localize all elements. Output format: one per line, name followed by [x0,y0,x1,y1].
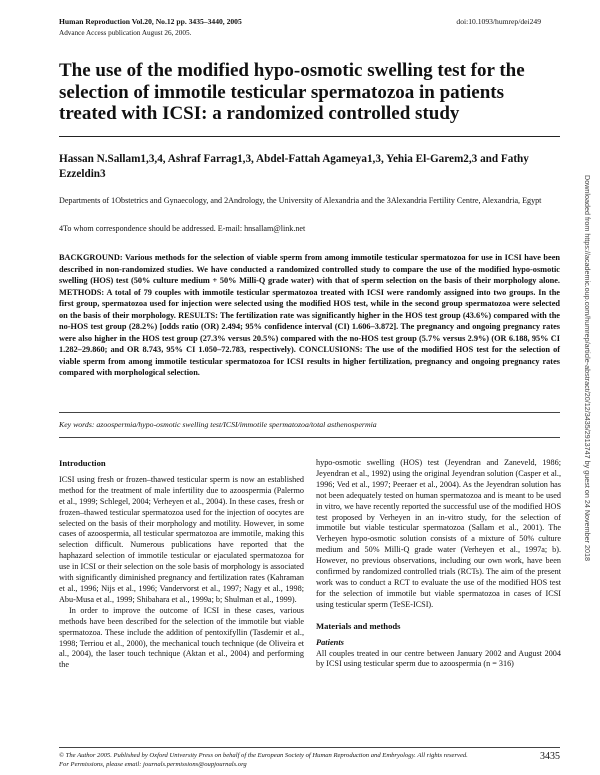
download-watermark [582,175,598,635]
copyright-line: © The Author 2005. Published by Oxford University Press on behalf of the European Society of Human Reproduction and Embryology. All rights reserved. [59,752,468,759]
permissions-line: For Permissions, please email: journals.permissions@oupjournals.org [59,760,247,768]
footer-divider [59,747,560,748]
intro-paragraph-1: ICSI using fresh or frozen–thawed testicular sperm is now an established method for the treatment of male infertility due to azoospermia (Palermo et al., 1999; Schlegel, 2004; Verheyen et al., 2004). In these cases, fresh or frozen–thawed testicular spermatozoa used for the injection of oocytes are selected on the basis of their morphology and motility. However, in some cases of azoospermia, all testicular spermatozoa are immotile, making this selection difficult. Numerous publications have reported that the haphazard selection of immotile testicular or ejaculated spermatozoa for use in ICSI or their selection on the sole basis of morphology is associated with significantly diminished pregnancy and fertilization rates (Kahraman et al., 1996; Nijs et al., 1996; Vandervorst et al., 1997; Nagy et al., 1998; Abu-Musa et al., 1999; Shibahara et al., 1999a; b; Shulman et al., 1999). [59,474,304,604]
keywords-top-divider [59,412,560,413]
keywords-bottom-divider [59,437,560,438]
intro-paragraph-2: In order to improve the outcome of ICSI in these cases, various methods have been described for the selection of the immotile but viable spermatozoa. These include the addition of pentoxifyllin (Tasdemir et al., 1998; Terriou et al., 2000), the mechanical touch technique (de Oliveira et al., 2004), the laser touch technique (Aktan et al., 2004) and performing the [59,605,304,670]
page-number: 3435 [540,751,560,762]
methods-heading: Materials and methods [316,620,401,631]
affiliations: Departments of 1Obstetrics and Gynaecology, and 2Andrology, the University of Alexandria and the 3Alexandria Fertility Centre, Alexandria, Egypt [59,196,542,205]
paper-title: The use of the modified hypo-osmotic swelling test for the selection of immotile testicular spermatozoa in patients treated with ICSI: a randomized controlled study [59,60,525,124]
abstract: BACKGROUND: Various methods for the selection of viable sperm from among immotile testicular spermatozoa for use in ICSI have been described in non-randomized studies. We have conducted a randomized controlled study to compare the use of the modified hypo-osmotic swelling (HOS) test (50% culture medium + 50% Milli-Q grade water) with that of sperm selection on the basis of their morphology alone. METHODS: A total of 79 couples with immotile testicular spermatozoa treated with ICSI were randomly assigned into two groups. In the first group, spermatozoa used for injection were selected using the modified HOS test, while in the second group spermatozoa were selected on the basis of their morphology. RESULTS: The fertilization rate was significantly higher in the HOS test group (43.6%) compared with the no-HOS test group (28.2%) [odds ratio (OR) 2.494; 95% confidence interval (CI) 1.606–3.872]. The pregnancy and ongoing pregnancy rates were also higher in the HOS test group (27.3% versus 20.5%) compared with the no-HOS test group (5.7% versus 2.9%) (OR 6.188, 95% CI 1.282–29.860; and OR 8.743, 95% CI 1.050–72.783, respectively). CONCLUSIONS: The use of the modified HOS test for the selection of viable sperm from among immotile testicular spermatozoa for ICSI results in higher fertilization, pregnancy and ongoing pregnancy rates compared with morphological selection. [59,253,560,377]
journal-citation: Human Reproduction Vol.20, No.12 pp. 3435–3440, 2005 [59,17,242,26]
left-column [59,458,304,671]
intro-paragraph-3: hypo-osmotic swelling (HOS) test (Jeyendran and Zaneveld, 1986; Jeyendran et al., 1992) using the original Jeyendran solution (Casper et al., 1996; Ved et al., 1997; Peeraer et al., 2004). As the Jeyendran solution has not been adequately tested on human spermatozoa and is meant to be used in vitro, we have recently reported the successful use of the modified HOS test proposed by Verheyen in an in-vitro study, for the selection of immotile but viable testicular spermatozoa (Sallam et al., 2001). The Verheyen hypo-osmotic solution consists of a mixture of 50% culture medium and 50% Milli-Q grade water (Verheyen et al., 1997a; b). However, no previous observations, including our own work, have been confirmed by randomized controlled trials (RCTs). The aim of the present work was to conduct a RCT to evaluate the use of the modified HOS test for the selection of immotile but viable spermatozoa in cases of ICSI using testicular sperm (TeSE-ICSI). [316,458,561,609]
advance-access-note: Advance Access publication August 26, 2005. [59,29,192,37]
author-list: Hassan N.Sallam1,3,4, Ashraf Farrag1,3, Abdel-Fattah Agameya1,3, Yehia El-Garem2,3 and Fathy Ezzeldin3 [59,153,529,180]
patients-subheading: Patients [316,637,344,647]
doi-link[interactable]: doi:10.1093/humrep/dei249 [456,17,541,26]
patients-paragraph: All couples treated in our centre between January 2002 and August 2004 by ICSI using testicular sperm due to azoospermia (n = 316) [316,648,561,669]
keywords: Key words: azoospermia/hypo-osmotic swelling test/ICSI/immotile spermatozoa/total asthenospermia [59,420,377,429]
introduction-heading: Introduction [59,458,106,468]
correspondence-note: 4To whom correspondence should be addressed. E-mail: hnsallam@link.net [59,224,306,233]
title-divider [59,136,560,137]
download-watermark-text: Downloaded from https://academic.oup.com/humrep/article-abstract/20/12/3435/2913747 by guest on 24 November 2018 [583,175,592,561]
copyright-footer [59,752,519,769]
right-column [316,458,561,670]
